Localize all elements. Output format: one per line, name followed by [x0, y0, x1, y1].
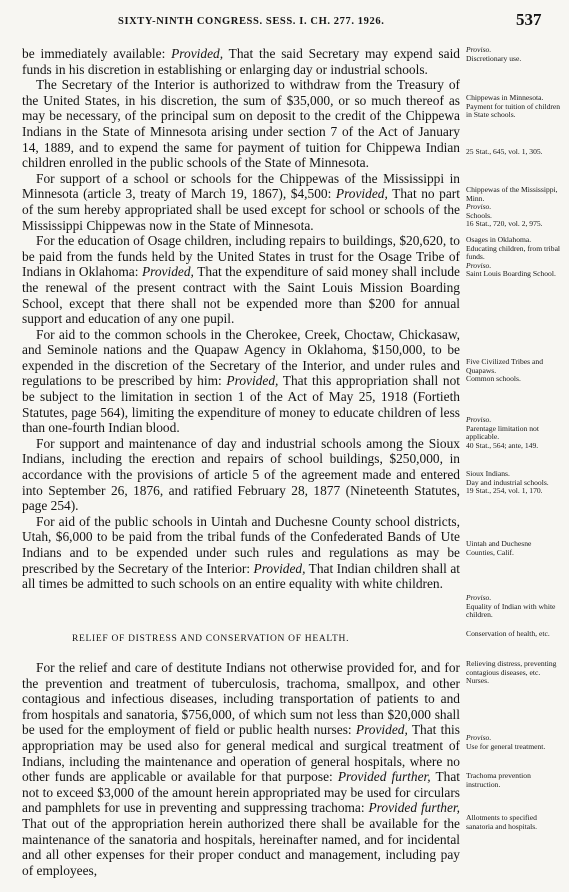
- margin-note-line: Schools.: [466, 210, 492, 220]
- margin-note-line: 19 Stat., 254, vol. 1, 170.: [466, 486, 543, 496]
- margin-note: [466, 734, 562, 751]
- margin-note: [466, 660, 562, 686]
- margin-note: [466, 416, 562, 450]
- text-run: For support of a school or schools for the Chippewas of the Mississippi in Minnesota (article 3, treaty of March 19, 1867), $4,500:: [22, 170, 460, 202]
- paragraph-common-schools: [22, 327, 460, 436]
- margin-note-line: Discretionary use.: [466, 53, 522, 63]
- text-run: That out of the appropriation herein authorized there shall be available for the maintenance of the sanatoria and hospitals, hereinafter named, and for incidental and all other expenses for their proper conduct and management, including pay of employees,: [22, 815, 460, 878]
- margin-note-line: Chippewas of the Mississippi, Minn.: [466, 185, 558, 203]
- proviso-run: Provided further,: [368, 800, 461, 816]
- margin-note-line: Proviso.: [466, 593, 492, 602]
- text-run: For support and maintenance of day and industrial schools among the Sioux Indians, including the erection and repairs of school buildings, $250,000, in accordance with the provisions of article 5 of the agreement made and entered into September 26, 1876, and ratified February 28, 1877 (Nineteenth Statutes, page 254).: [22, 435, 460, 514]
- paragraph-discretionary-use: [22, 46, 460, 77]
- margin-note-line: Common schools.: [466, 374, 521, 384]
- margin-note: [466, 814, 562, 831]
- margin-note-line: Proviso.: [466, 415, 492, 424]
- margin-note-line: Equality of Indian with white children.: [466, 601, 556, 620]
- margin-note: [466, 46, 562, 63]
- margin-note-line: Relieving distress, preventing contagious diseases, etc.: [466, 659, 557, 677]
- margin-note-line: Allotments to specified sanatoria and hospitals.: [466, 813, 538, 831]
- margin-note: [466, 148, 562, 157]
- margin-note: [466, 470, 562, 496]
- margin-note: [466, 540, 562, 557]
- margin-note-line: Proviso.: [466, 733, 492, 742]
- text-run: For the relief and care of destitute Indians not otherwise provided for, and for the prevention and treatment of tuberculosis, trachoma, smallpox, and other contagious and infectious diseases, including transportation of patients to and from hospitals and sanatoria, $756,000, of which sum not less than $20,000 shall be used for the employment of field or public health nurses:: [22, 660, 460, 738]
- margin-note-line: 16 Stat., 720, vol. 2, 975.: [466, 219, 543, 229]
- margin-note-line: Use for general treatment.: [466, 741, 546, 751]
- margin-note-line: 25 Stat., 645, vol. 1, 305.: [466, 147, 543, 156]
- margin-note-line: Chippewas in Minnesota.: [466, 93, 544, 102]
- margin-note-line: Educating children, from tribal funds.: [466, 243, 561, 262]
- paragraph-uintah-duchesne: [22, 514, 460, 592]
- margin-note-line: Five Civilized Tribes and Quapaws.: [466, 357, 543, 375]
- margin-note-line: Uintah and Duchesne Counties, Calif.: [466, 539, 532, 557]
- proviso-run: Provided,: [141, 264, 194, 280]
- text-run: That Indian children shall at all times be admitted to such schools on an entire equality with white children.: [22, 560, 460, 592]
- proviso-run: Provided further,: [337, 769, 431, 785]
- text-run: For the education of Osage children, including repairs to buildings, $20,620, to be paid from the funds held by the United States in trust for the Osage Tribe of Indians in Oklahoma:: [22, 233, 460, 280]
- margin-note: [466, 630, 562, 639]
- margin-note-line: Nurses.: [466, 676, 489, 686]
- text-run: For aid to the common schools in the Cherokee, Creek, Choctaw, Chickasaw, and Seminole nations and the Quapaw Agency in Oklahoma, $150,000, to be expended in the discretion of the Secretary of the Interior, and under rules and regulations to be prescribed by him:: [22, 326, 460, 389]
- margin-note-line: Day and industrial schools.: [466, 477, 549, 487]
- paragraph-mississippi-chippewas: [22, 171, 460, 233]
- main-text-block: [22, 46, 460, 592]
- text-run: That no part of the sum hereby appropriated shall be used except for school or schools of the Mississippi Chippewas now in the State of Minnesota.: [22, 186, 460, 233]
- margin-note-line: Payment for tuition of children in State schools.: [466, 101, 561, 120]
- paragraph-osage-education: [22, 233, 460, 327]
- text-run: For aid of the public schools in Uintah and Duchesne County school districts, Utah, $6,000 to be paid from the tribal funds of the Confederated Bands of Ute Indians and to be expended under such rules and regulations as may be prescribed by the Secretary of the Interior:: [22, 513, 460, 576]
- relief-text-block: [22, 660, 460, 878]
- margin-note-line: 40 Stat., 564; ante, 149.: [466, 440, 539, 450]
- text-run: be immediately available:: [22, 46, 172, 61]
- margin-note-line: Conservation of health, etc.: [466, 629, 550, 638]
- page-number: 537: [516, 10, 542, 29]
- margin-note: [466, 236, 562, 279]
- margin-note: [466, 186, 562, 229]
- margin-note-line: Saint Louis Boarding School.: [466, 269, 556, 279]
- proviso-run: Provided,: [253, 560, 306, 576]
- proviso-run: Provided,: [335, 186, 388, 202]
- margin-note-line: Osages in Oklahoma.: [466, 235, 532, 244]
- section-heading: RELIEF OF DISTRESS AND CONSERVATION OF HEALTH.: [72, 634, 350, 644]
- margin-note: [466, 94, 562, 120]
- text-run: The Secretary of the Interior is authorized to withdraw from the Treasury of the United States, in his discretion, the sum of $35,000, or so much thereof as may be necessary, of the principal sum on deposit to the credit of the Chippewa Indians in the State of Minnesota arising under section 7 of the Act of January 14, 1889, and to expend the same for payment of tuition for Chippewa Indian children enrolled in the public schools of the State of Minnesota.: [22, 77, 460, 171]
- text-run: That the said Secretary may expend said funds in his discretion in establishing or enlarging day or industrial schools.: [22, 46, 460, 77]
- text-run: That not to exceed $3,000 of the amount herein appropriated may be used for circulars and pamphlets for use in preventing and suppressing trachoma:: [22, 769, 460, 816]
- paragraph-sioux-schools: [22, 436, 460, 514]
- margin-note-line: Proviso.: [466, 202, 492, 212]
- margin-note-line: Parentage limitation not applicable.: [466, 423, 539, 442]
- margin-note-line: Proviso.: [466, 45, 492, 54]
- margin-note-line: Proviso.: [466, 260, 492, 270]
- text-run: That this appropriation may be used also for general medical and surgical treatment of Indians, including the maintenance and operation of general hospitals, where no other funds are applicable or available for that purpose:: [22, 722, 460, 785]
- paragraph-chippewa-tuition: [22, 77, 460, 171]
- margin-note-line: Trachoma prevention instruction.: [466, 771, 531, 789]
- proviso-run: Provided,: [355, 722, 408, 738]
- text-run: That this appropriation shall not be subject to the limitation in section 1 of the Act of May 25, 1918 (Fortieth Statutes, page 564), limiting the expenditure of money to educate children of less than one-fourth Indian blood.: [22, 373, 460, 436]
- margin-note: [466, 594, 562, 620]
- running-header: SIXTY-NINTH CONGRESS. SESS. I. CH. 277. 1926.: [118, 16, 385, 27]
- text-run: That the expenditure of said money shall include the renewal of the present contract with the Saint Louis Mission Boarding School, except that there shall not be expended more than $200 for annual support and education of any one pupil.: [22, 264, 460, 327]
- margin-note: [466, 358, 562, 384]
- proviso-run: Provided,: [226, 373, 279, 389]
- proviso-run: Provided,: [171, 46, 224, 61]
- margin-note: [466, 772, 562, 789]
- margin-note-line: Sioux Indians.: [466, 469, 510, 478]
- paragraph-relief-of-distress: [22, 660, 460, 878]
